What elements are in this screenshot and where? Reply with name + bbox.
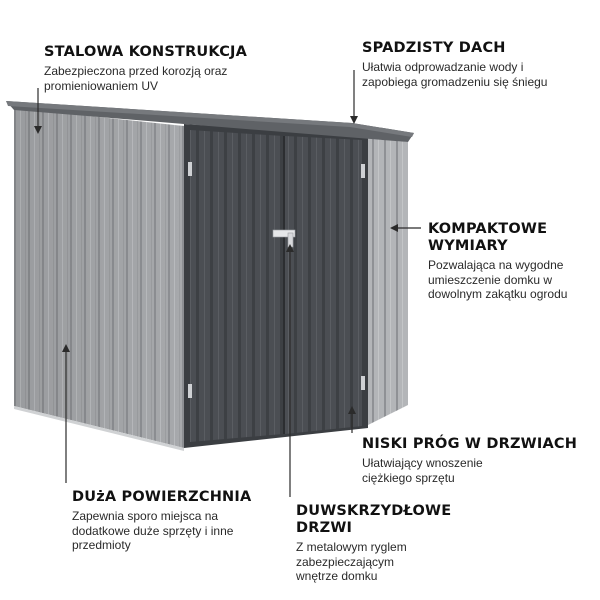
callout-sloped-roof xyxy=(362,40,562,89)
callout-description: Zapewnia sporo miejsca na dodatkowe duże sprzęty i inne przedmioty xyxy=(72,509,234,552)
callout-title: DUżA POWIERZCHNIA xyxy=(72,489,252,505)
callout-description: Pozwalająca na wygodne umieszczenie domku w dowolnym zakątku ogrodu xyxy=(428,258,568,301)
callout-double-doors xyxy=(296,503,476,584)
callout-title: SPADZISTY DACH xyxy=(362,40,506,56)
callout-description: Ułatwiający wnoszenie ciężkiego sprzętu xyxy=(362,456,483,485)
callout-description: Zabezpieczona przed korozją oraz promieniowaniem UV xyxy=(44,64,228,93)
callout-title: NISKI PRÓG W DRZWIACH xyxy=(362,436,578,452)
callout-title: STALOWA KONSTRUKCJA xyxy=(44,44,248,60)
callout-large-area xyxy=(72,489,272,553)
callout-title: KOMPAKTOWE WYMIARY xyxy=(428,221,548,254)
callout-title: DUWSKRZYDŁOWE DRZWI xyxy=(296,503,452,536)
callout-description: Z metalowym ryglem zabezpieczającym wnętrze domku xyxy=(296,540,407,583)
callout-description: Ułatwia odprowadzanie wody i zapobiega gromadzeniu się śniegu xyxy=(362,60,548,89)
shed-right-wall xyxy=(366,138,408,426)
shed-left-wall xyxy=(14,108,184,448)
callout-low-threshold xyxy=(362,436,592,485)
callout-steel-construction xyxy=(44,44,274,93)
callout-compact-dimensions xyxy=(428,221,588,302)
double-doors xyxy=(188,130,365,442)
